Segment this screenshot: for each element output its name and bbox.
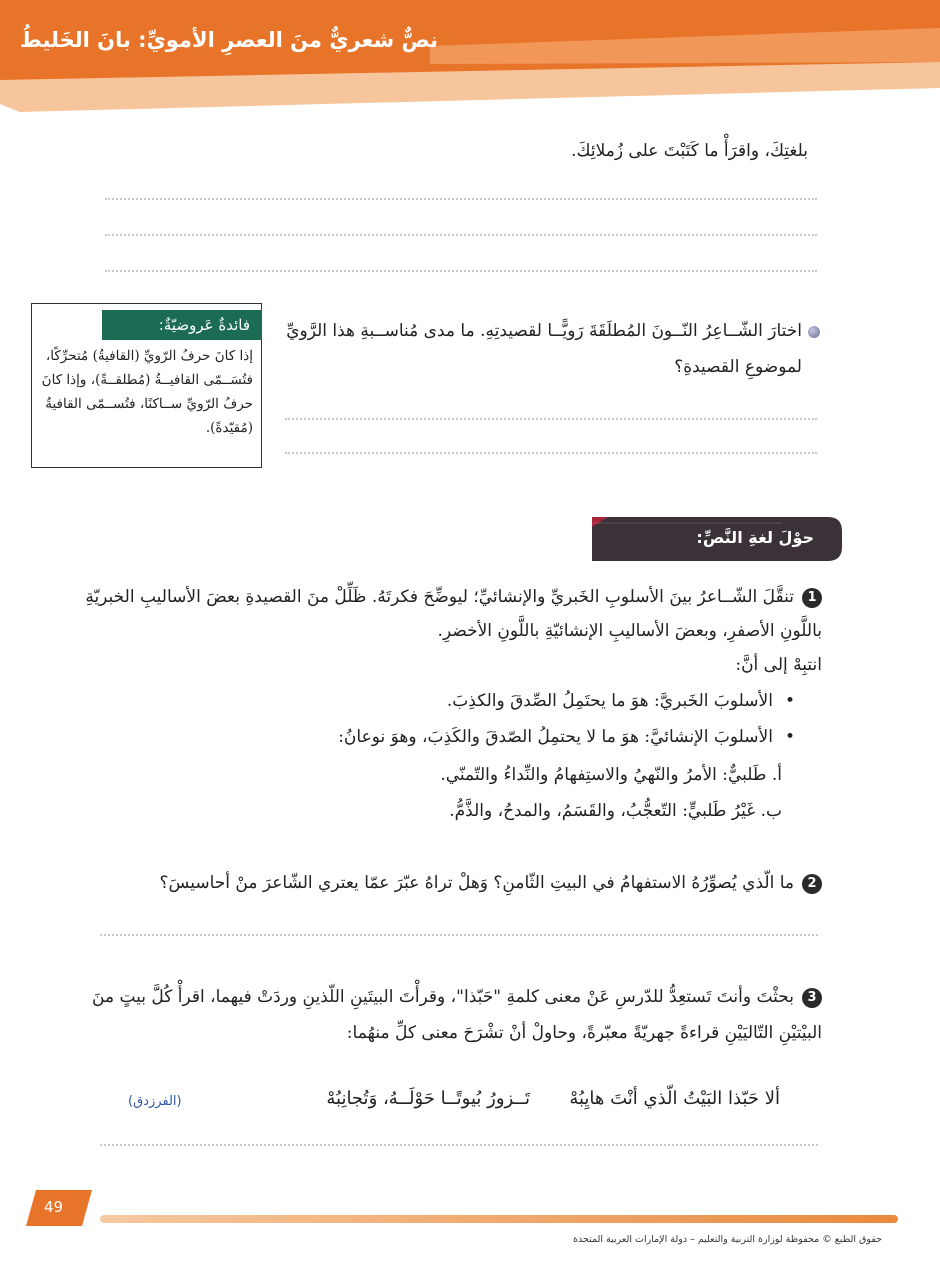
q3-line1: 3بحثْتَ وأنتَ تَستعِدُّ للدّرسِ عَنْ معنى كلمةِ "حَبّذا"، وقرأْتَ البيتَينِ اللّذينِ وردَتْ فيهما، اقرأْ كُلَّ بيتٍ منَ — [92, 982, 822, 1012]
q1-bullet1: •الأسلوبَ الخَبريَّ: هوَ ما يحتَمِلُ الصِّدقَ والكذِبَ. — [446, 691, 795, 711]
rawi-question-line1: اختارَ الشّــاعِرُ النّــونَ المُطلَقَةَ رَويًّــا لقصيدتِهِ. ما مدى مُناســبةِ هذا الرَّويِّ — [286, 316, 820, 346]
bullet-dot-icon — [808, 326, 820, 338]
page-number: 49 — [44, 1198, 64, 1216]
q2-line1: 2ما الّذي يُصوِّرُهُ الاستفهامُ في البيتِ الثّامنِ؟ وَهلْ تراهُ عبّرَ عمّا يعتري الشّاعرَ منْ أحاسيسَ؟ — [160, 868, 822, 898]
answer-line — [105, 234, 817, 236]
q1-bullet2: •الأسلوبَ الإنشائيَّ: هوَ ما لا يحتمِلُ الصّدقَ والكَذِبَ، وهوَ نوعانُ: — [338, 727, 795, 747]
poet-name: (الفرزدق) — [128, 1094, 182, 1109]
prosody-note-title: فائدةٌ عَروضيّةٌ: — [102, 310, 262, 340]
q3-line2: البيْتيْنِ التّاليَيْنِ قراءةً جهريّةً معبّرةً، وحاولْ أنْ تشْرَحَ معنى كلِّ منهُما: — [346, 1023, 822, 1043]
bullet-icon: • — [784, 727, 795, 747]
question-number-3: 3 — [802, 988, 822, 1008]
q1-line2: باللَّونِ الأصفرِ، وبعضَ الأساليبِ الإنشائيّةِ باللَّونِ الأخضرِ. — [437, 621, 822, 641]
verse-first-hemistich: ألا حَبّذا البَيْتُ الّذي أنْتَ هايِبُهْ — [569, 1088, 780, 1109]
answer-line — [285, 418, 817, 420]
verse-second-hemistich: تَــزورُ بُيوتًــا حَوْلَــهُ، وَتُجانِبُهْ — [326, 1088, 530, 1109]
question-number-1: 1 — [802, 588, 822, 608]
intro-line: بلغتِكَ، واقرَأْ ما كَتَبْتَ على زُملائِكَ. — [571, 141, 808, 161]
q1-sub-b: ب. غَيْرُ طَلبيٍّ: التّعجُّبُ، والقَسَمُ، والمدحُ، والذَّمُّ. — [449, 801, 782, 821]
question-number-2: 2 — [802, 874, 822, 894]
prosody-note-box — [31, 303, 262, 468]
header-band — [0, 0, 940, 112]
answer-line — [100, 934, 818, 936]
answer-line — [105, 270, 817, 272]
q1-note: انتبِهْ إلى أنَّ: — [735, 655, 822, 675]
rawi-question-line2: لموضوعِ القصيدةِ؟ — [674, 357, 802, 377]
page-title: نصٌّ شعريٌّ منَ العصرِ الأمويِّ: بانَ الخَليطُ — [20, 28, 439, 52]
q1-sub-a: أ. طَلبيٌّ: الأمرُ والنّهيُ والاستِفهامُ والنِّداءُ والتّمنّي. — [440, 765, 782, 785]
q1-line1: 1تنقَّلَ الشّــاعرُ بينَ الأسلوبِ الخَبريِّ والإنشائيِّ؛ ليوضِّحَ فكرتَهُ. ظَلِّلْ منَ القصيدةِ بعضَ الأساليبِ الخبريّةِ — [85, 582, 822, 612]
answer-line — [105, 198, 817, 200]
section-title: حوْلَ لغةِ النَّصِّ: — [696, 528, 814, 547]
footer-bar — [100, 1215, 898, 1223]
prosody-note-body: إذا كانَ حرفُ الرّويِّ (القافيةُ) مُتحرِّكًا، فتُسَــمّى القافيــةُ (مُطلقــةً)، وإذا كانَ حرفُ الرّويِّ ســاكنًا، فتُســمّى القافيةُ (مُقيّدةً). — [41, 348, 253, 436]
bullet-icon: • — [784, 691, 795, 711]
answer-line — [285, 452, 817, 454]
answer-line — [100, 1144, 818, 1146]
copyright-notice: حقوق الطبع © محفوظة لوزارة التربية والتعليم – دولة الإمارات العربية المتحدة — [573, 1234, 882, 1245]
